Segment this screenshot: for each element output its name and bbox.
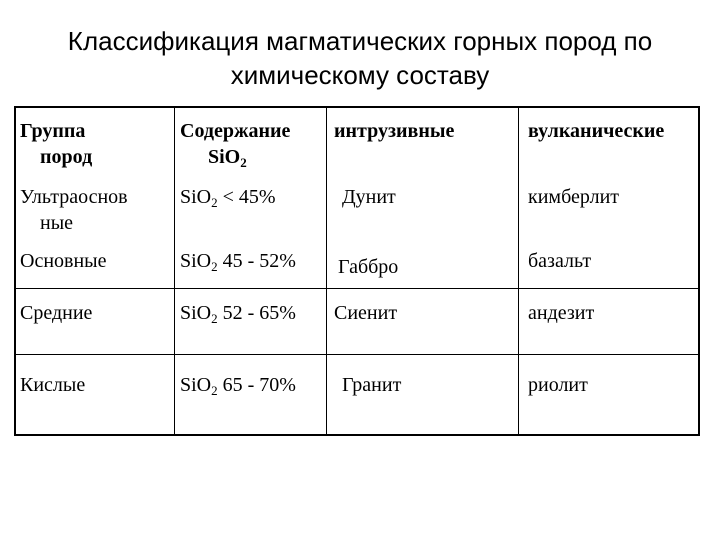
title-line-1: Классификация магматических горных пород по — [67, 26, 653, 56]
row-3-intrusive: Сиенит — [334, 302, 398, 324]
row-2-intrusive: Габбро — [338, 256, 399, 278]
row-3-group: Средние — [20, 302, 93, 324]
header-content-line1: Содержание — [180, 120, 291, 142]
classification-table — [14, 106, 700, 436]
row-1-group — [20, 184, 128, 236]
row-4-volcanic: риолит — [528, 374, 588, 396]
row-1-content: SiO$_2$ < 45% — [180, 186, 276, 210]
row-2-content: SiO$_2$ 45 - 52% — [180, 250, 296, 274]
header-content-line2 — [180, 144, 290, 176]
column-divider — [174, 108, 175, 434]
header-group-line1: Группа — [20, 120, 86, 142]
column-divider — [326, 108, 327, 434]
column-divider — [518, 108, 519, 434]
header-content-formula: SiO — [208, 146, 241, 168]
row-divider — [16, 354, 698, 355]
header-intrusive: интрузивные — [334, 120, 455, 142]
header-content — [180, 118, 290, 176]
row-3-content: SiO$_2$ 52 - 65% — [180, 302, 296, 326]
row-2-volcanic: базальт — [528, 250, 592, 272]
row-3-volcanic: андезит — [528, 302, 595, 324]
row-2-group: Основные — [20, 250, 107, 272]
row-4-intrusive: Гранит — [342, 374, 402, 396]
row-4-group: Кислые — [20, 374, 86, 396]
page-title — [0, 24, 720, 92]
header-group-line2: пород — [40, 146, 93, 168]
title-line-2: химическому составу — [230, 60, 490, 90]
row-divider — [16, 288, 698, 289]
row-4-content: SiO$_2$ 65 - 70% — [180, 374, 296, 398]
row-1-volcanic: кимберлит — [528, 186, 620, 208]
row-1-intrusive: Дунит — [342, 186, 396, 208]
header-content-subscript: 2 — [240, 155, 247, 170]
header-group — [20, 118, 92, 170]
row-1-group-line2: ные — [40, 212, 74, 234]
row-1-group-line1: Ультраоснов — [20, 186, 128, 208]
header-volcanic: вулканические — [528, 120, 665, 142]
